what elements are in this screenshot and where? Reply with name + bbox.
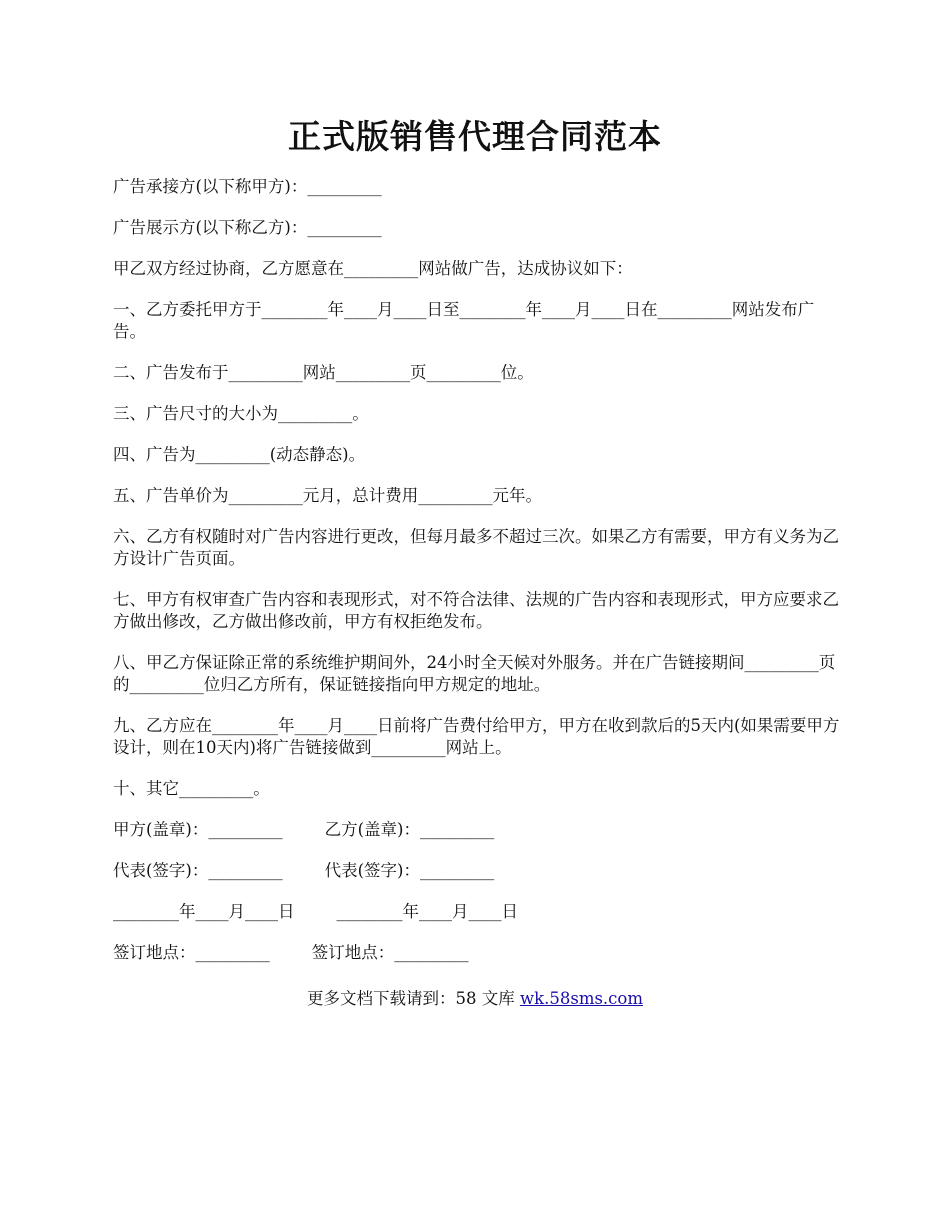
clause-10: 十、其它_________。 <box>113 779 270 798</box>
footer-text: 更多文档下载请到：58 文库 <box>306 989 520 1008</box>
signature-row-representative <box>113 860 841 882</box>
paragraph-party-b: 广告展示方(以下称乙方)：_________ <box>113 218 382 237</box>
party-b-date: ________年____月____日 <box>336 902 518 921</box>
footer <box>0 988 950 1010</box>
signature-row-date <box>113 901 841 923</box>
clause-2: 二、广告发布于_________网站_________页_________位。 <box>113 363 534 382</box>
clause-5: 五、广告单价为_________元月，总计费用_________元年。 <box>113 486 542 505</box>
party-b-location: 签订地点：_________ <box>311 943 469 962</box>
paragraph-party-a: 广告承接方(以下称甲方)：_________ <box>113 177 382 196</box>
document-title: 正式版销售代理合同范本 <box>288 117 662 156</box>
clause-4: 四、广告为_________(动态静态)。 <box>113 445 366 464</box>
signature-row-seal <box>113 819 841 841</box>
clause-9: 九、乙方应在________年____月____日前将广告费付给甲方，甲方在收到款后的5天内(如果需要甲方设计，则在10天内)将广告链接做到_________网站上。 <box>113 716 840 757</box>
clause-6: 六、乙方有权随时对广告内容进行更改，但每月最多不超过三次。如果乙方有需要，甲方有义务为乙方设计广告页面。 <box>113 527 839 568</box>
paragraph-intro: 甲乙双方经过协商，乙方愿意在_________网站做广告，达成协议如下： <box>113 259 633 278</box>
party-a-date: ________年____月____日 <box>113 902 295 921</box>
clause-3: 三、广告尺寸的大小为_________。 <box>113 404 369 423</box>
contract-body <box>113 176 841 983</box>
clause-7: 七、甲方有权审查广告内容和表现形式，对不符合法律、法规的广告内容和表现形式，甲方应要求乙方做出修改，乙方做出修改前，甲方有权拒绝发布。 <box>113 590 839 631</box>
party-a-seal: 甲方(盖章)：_________ <box>113 820 283 839</box>
party-a-representative: 代表(签字)：_________ <box>113 861 283 880</box>
party-b-seal: 乙方(盖章)：_________ <box>324 820 495 839</box>
signature-row-location <box>113 942 841 964</box>
clause-8: 八、甲乙方保证除正常的系统维护期间外，24小时全天候对外服务。并在广告链接期间_________页的_________位归乙方所有，保证链接指向甲方规定的地址。 <box>113 653 836 694</box>
party-b-representative: 代表(签字)：_________ <box>324 861 495 880</box>
footer-link[interactable]: wk.58sms.com <box>519 989 643 1008</box>
party-a-location: 签订地点：_________ <box>113 943 270 962</box>
clause-1: 一、乙方委托甲方于________年____月____日至________年____月____日在_________网站发布广告。 <box>113 300 815 341</box>
